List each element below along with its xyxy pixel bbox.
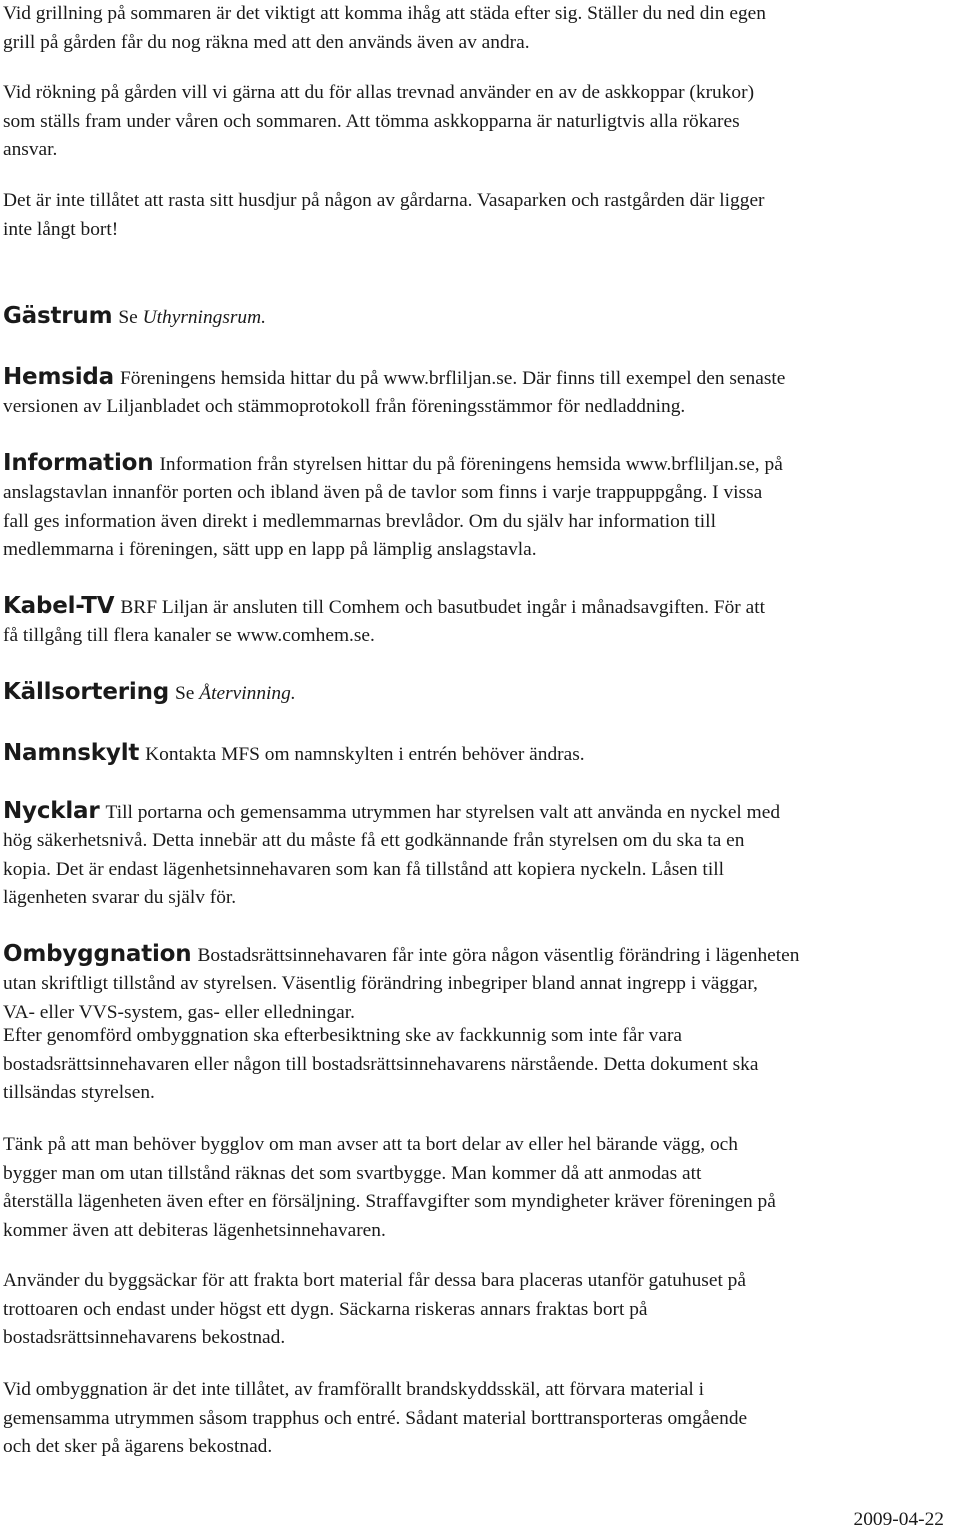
paragraph-grill: Vid grillning på sommaren är det viktigt att komma ihåg att städa efter sig. Ställer du ned din egen grill på gården får du nog räkna med att den används även av andra. (3, 3, 766, 53)
section-hemsida (3, 334, 785, 422)
ombyggnation-paragraph-forvaring: Vid ombyggnation är det inte tillåtet, av framförallt brandskyddsskäl, att förvara material i gemensamma utrymmen såsom trapphus och entré. Sådant material borttransporteras omgående och det sker på ägarens bekostnad. (3, 1379, 748, 1458)
section-nycklar (3, 768, 780, 913)
section-gastrum (3, 273, 266, 332)
section-heading-kabeltv: Kabel-TV (3, 592, 115, 619)
kallsortering-crossref: Återvinning. (199, 682, 296, 704)
section-kallsortering (3, 649, 296, 708)
ombyggnation-paragraph-byggsackar: Använder du byggsäckar för att frakta bort material får dessa bara placeras utanför gatuhuset på trottoaren och endast under högst ett dygn. Säckarna riskeras annars fraktas bort på bostadsrättsinnehavarens bekostnad. (3, 1270, 746, 1349)
section-heading-nycklar: Nycklar (3, 797, 100, 824)
section-heading-kallsortering: Källsortering (3, 678, 170, 705)
kabeltv-text: BRF Liljan är ansluten till Comhem och basutbudet ingår i månadsavgiften. För att få tillgång till flera kanaler se www.comhem.se. (3, 596, 765, 647)
namnskylt-text: Kontakta MFS om namnskylten i entrén behöver ändras. (145, 743, 585, 765)
section-heading-information: Information (3, 449, 154, 476)
section-namnskylt (3, 710, 585, 769)
section-kabeltv (3, 563, 765, 651)
ombyggnation-paragraph-bygglov: Tänk på att man behöver bygglov om man avser att ta bort delar av eller hel bärande vägg, och bygger man om utan tillstånd räknas det som svartbygge. Man kommer då att anmodas att återställa lägenheten även efter en försäljning. Straffavgifter som myndigheter kräver föreningen på kommer även att debiteras lägenhetsinnehavaren. (3, 1134, 776, 1241)
footer-date: 2009-04-22 (853, 1509, 944, 1530)
paragraph-husdjur: Det är inte tillåtet att rasta sitt husdjur på någon av gårdarna. Vasaparken och rastgården där ligger inte långt bort! (3, 190, 765, 240)
kallsortering-text-prefix: Se (175, 682, 200, 704)
paragraph-rokning: Vid rökning på gården vill vi gärna att du för allas trevnad använder en av de askkoppar (krukor) som ställs fram under våren och sommaren. Att tömma askkopparna är naturligtvis alla rökares ansvar. (3, 82, 755, 161)
gastrum-text-prefix: Se (118, 306, 143, 328)
gastrum-crossref: Uthyrningsrum. (142, 306, 266, 328)
ombyggnation-text: Bostadsrättsinnehavaren får inte göra någon väsentlig förändring i lägenheten utan skriftligt tillstånd av styrelsen. Väsentlig förändring inbegriper bland annat ingrepp i väggar, VA- eller VVS-system, gas- eller elledningar. (3, 944, 800, 1023)
information-text: Information från styrelsen hittar du på föreningens hemsida www.brfliljan.se, på anslagstavlan innanför porten och ibland även på de tavlor som finns i varje trappuppgång. I vissa fall ges information även direkt i medlemmarnas brevlådor. Om du själv har information till medlemmarna i föreningen, sätt upp en lapp på lämplig anslagstavla. (3, 453, 783, 561)
section-ombyggnation (3, 911, 799, 1027)
nycklar-text: Till portarna och gemensamma utrymmen har styrelsen valt att använda en nyckel med hög säkerhetsnivå. Detta innebär att du måste få ett godkännande från styrelsen om du ska ta en kopia. Det är endast lägenhetsinnehavaren som kan få tillstånd att kopiera nyckeln. Låsen till lägenheten svarar du själv för. (3, 801, 781, 909)
section-heading-gastrum: Gästrum (3, 302, 113, 329)
hemsida-text: Föreningens hemsida hittar du på www.brfliljan.se. Där finns till exempel den senaste versionen av Liljanbladet och stämmoprotokoll från föreningsstämmor för nedladdning. (3, 367, 786, 418)
section-heading-namnskylt: Namnskylt (3, 739, 140, 766)
section-information (3, 420, 783, 565)
section-heading-hemsida: Hemsida (3, 363, 114, 390)
section-heading-ombyggnation: Ombyggnation (3, 940, 192, 967)
ombyggnation-paragraph-efterbesiktning: Efter genomförd ombyggnation ska efterbesiktning ske av fackkunnig som inte får vara bostadsrättsinnehavaren eller någon till bostadsrättsinnehavarens närstående. Detta dokument ska tillsändas styrelsen. (3, 1025, 759, 1104)
